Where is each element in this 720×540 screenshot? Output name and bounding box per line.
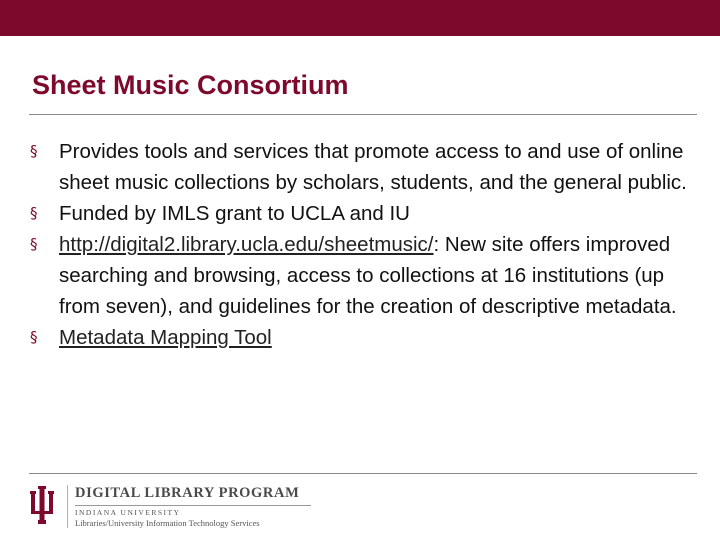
bullet-list — [30, 136, 700, 353]
bullet-item — [30, 322, 700, 353]
bullet-text: : New site offers improved searching and browsing, access to collections at 16 institutions (up from seven), and guidelines for the creation of descriptive metadata. — [59, 233, 677, 318]
bullet-icon: § — [30, 328, 38, 346]
logo-rule — [75, 505, 311, 506]
metadata-mapping-tool-link[interactable]: Metadata Mapping Tool — [59, 326, 272, 349]
iu-trident-icon — [29, 484, 55, 526]
logo-divider — [67, 485, 68, 528]
logo-subtitle: Libraries/University Information Technology Services — [75, 518, 260, 528]
bullet-icon: § — [30, 235, 38, 253]
bullet-text: Provides tools and services that promote access to and use of online sheet music collections by scholars, students, and the general public. — [59, 140, 687, 194]
footer-divider — [29, 473, 697, 474]
bullet-item — [30, 198, 700, 229]
bullet-text: Funded by IMLS grant to UCLA and IU — [59, 202, 410, 225]
logo-university: INDIANA UNIVERSITY — [75, 508, 181, 517]
top-banner — [0, 0, 720, 36]
title-divider — [29, 114, 697, 115]
bullet-icon: § — [30, 204, 38, 222]
bullet-icon: § — [30, 142, 38, 160]
footer-logo — [29, 484, 311, 532]
bullet-item — [30, 136, 700, 198]
slide-title: Sheet Music Consortium — [32, 70, 349, 100]
sheetmusic-site-link[interactable]: http://digital2.library.ucla.edu/sheetmusic/ — [59, 233, 434, 256]
logo-program-name: DIGITAL LIBRARY PROGRAM — [75, 485, 300, 501]
bullet-item — [30, 229, 700, 322]
